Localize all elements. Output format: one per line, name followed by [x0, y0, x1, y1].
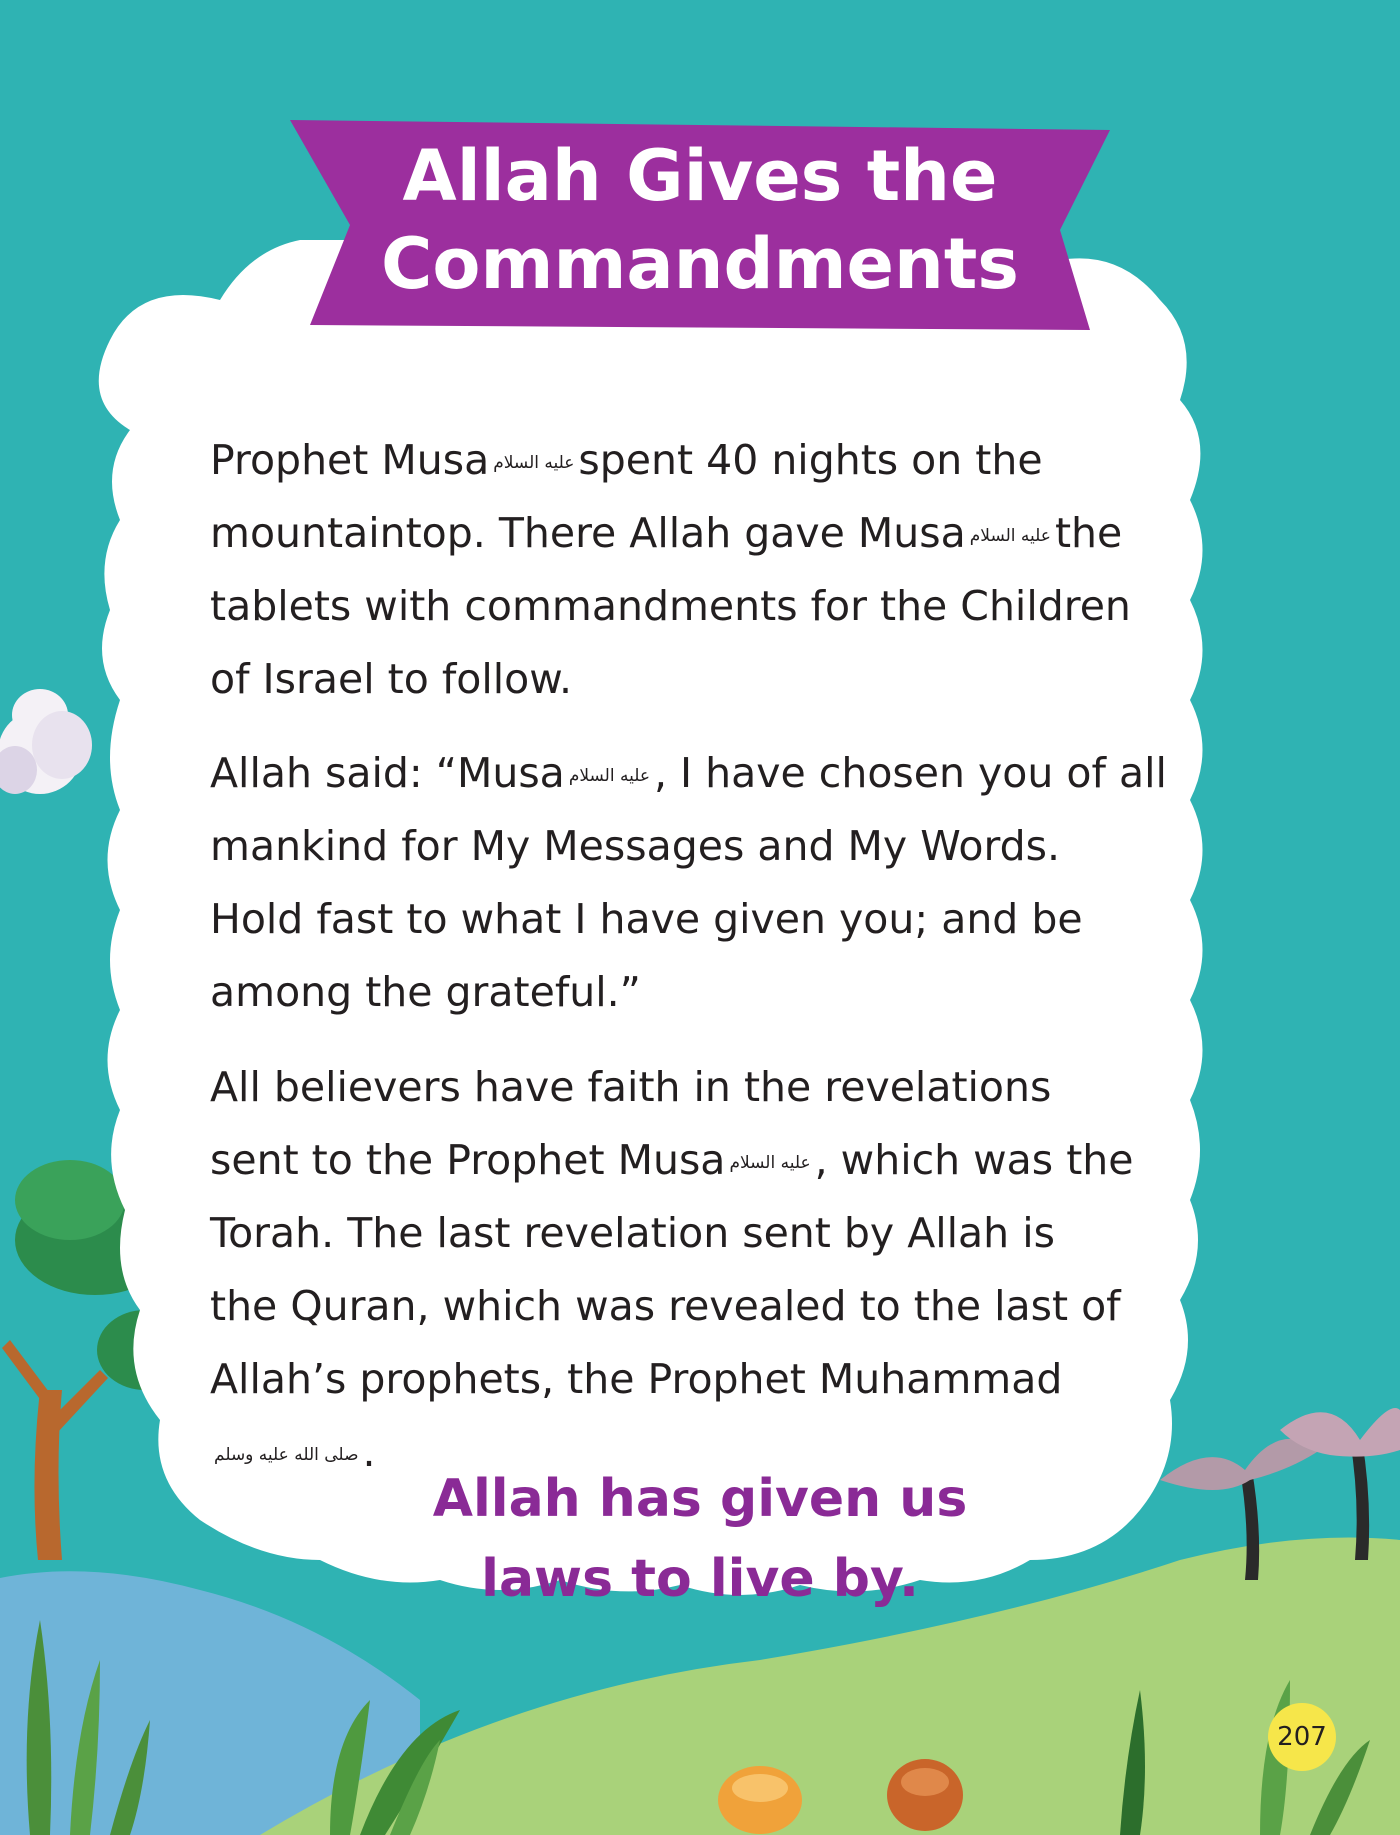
page-title-line-1: Allah Gives the	[402, 135, 998, 217]
page-title-line-2: Commandments	[381, 223, 1019, 305]
paragraph-1-text-d: the	[1054, 509, 1123, 557]
paragraph-1	[210, 424, 1200, 716]
paragraph-2-text-e: among the grateful.”	[210, 968, 641, 1016]
paragraph-1-text-c: mountaintop. There Allah gave Musa	[210, 509, 966, 557]
paragraph-3-text-b: sent to the Prophet Musa	[210, 1136, 726, 1184]
honorific-glyph: صلى الله عليه وسلم	[214, 1445, 359, 1465]
paragraph-2-text-a: Allah said: “Musa	[210, 749, 565, 797]
paragraph-1-text-a: Prophet Musa	[210, 436, 490, 484]
paragraph-3-text-d: Torah. The last revelation sent by Allah is	[210, 1209, 1055, 1257]
honorific-glyph: عليه السلام	[568, 766, 650, 786]
paragraph-2-text-c: mankind for My Messages and My Words.	[210, 822, 1061, 870]
page-number-badge: 207	[1268, 1703, 1336, 1771]
paragraph-3-text-e: the Quran, which was revealed to the last of	[210, 1282, 1121, 1330]
closing-message-line-2: laws to live by.	[481, 1549, 919, 1609]
paragraph-3-text-a: All believers have faith in the revelations	[210, 1063, 1052, 1111]
paragraph-2-text-d: Hold fast to what I have given you; and be	[210, 895, 1083, 943]
paragraph-1-text-b: spent 40 nights on the	[578, 436, 1043, 484]
paragraph-3-text-g: .	[362, 1428, 376, 1476]
honorific-glyph: عليه السلام	[493, 453, 575, 473]
paragraph-3-text-f: Allah’s prophets, the Prophet Muhammad	[210, 1355, 1063, 1403]
honorific-glyph: عليه السلام	[969, 526, 1051, 546]
paragraph-1-text-e: tablets with commandments for the Children	[210, 582, 1131, 630]
paragraph-3	[210, 1051, 1200, 1489]
paragraph-2-text-b: , I have chosen you of all	[653, 749, 1167, 797]
paragraph-2	[210, 737, 1200, 1029]
honorific-glyph: عليه السلام	[729, 1153, 811, 1173]
closing-message-line-1: Allah has given us	[432, 1469, 968, 1529]
paragraph-1-text-f: of Israel to follow.	[210, 655, 573, 703]
paragraph-3-text-c: , which was the	[814, 1136, 1134, 1184]
